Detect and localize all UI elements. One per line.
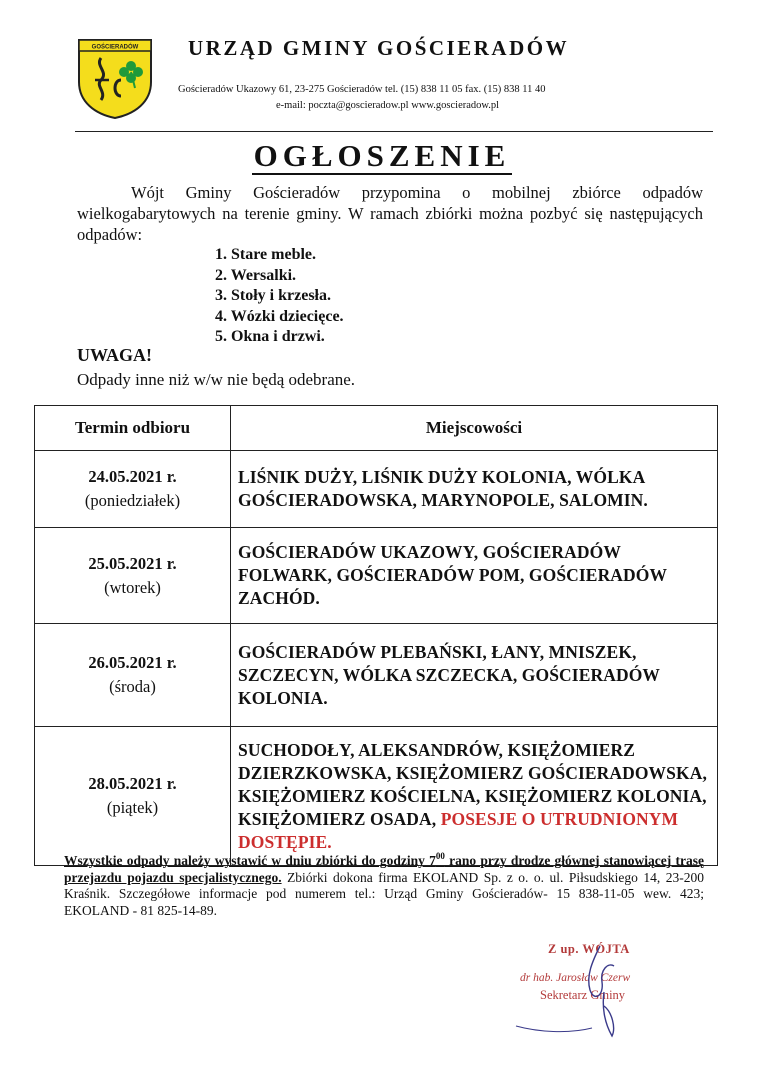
places-text: GOŚCIERADÓW UKAZOWY, GOŚCIERADÓW FOLWARK, GOŚCIERADÓW POM, GOŚCIERADÓW ZACHÓD. <box>238 542 667 608</box>
footer-details: Zbiórki dokona firma EKOLAND Sp. z o. o. ul. Piłsudskiego 14, 23-200 Kraśnik. Szczegółowe informacje pod numerem tel.: Urząd Gminy Gościeradów- 15 838-11-05 wew. 423; EKOLAND - 81 825-14-89. <box>64 869 704 918</box>
municipality-crest-logo <box>75 36 155 120</box>
column-header-date: Termin odbioru <box>35 406 231 451</box>
date-cell <box>35 451 231 528</box>
list-item: 5. Okna i drzwi. <box>215 328 325 345</box>
pickup-date: 28.05.2021 r. <box>88 774 177 793</box>
list-item: 2. Wersalki. <box>215 266 297 284</box>
date-cell <box>35 727 231 866</box>
table-row <box>35 727 718 866</box>
places-cell <box>231 624 718 727</box>
pickup-weekday: (piątek) <box>106 798 159 817</box>
places-text: GOŚCIERADÓW PLEBAŃSKI, ŁANY, MNISZEK, SZCZECYN, WÓLKA SZCZECKA, GOŚCIERADÓW KOLONIA. <box>238 641 660 708</box>
table-row <box>35 451 718 528</box>
footer-emph-before: Wszystkie odpady należy wystawić w dniu zbiórki do godziny 7 <box>64 853 436 868</box>
list-item: 1. Stare meble. <box>215 246 317 263</box>
signature-name: dr hab. Jarosław Czerw <box>520 972 631 984</box>
places-cell <box>231 727 718 866</box>
date-cell <box>35 624 231 727</box>
footer-emph-after: rano przy drodze głównej stanowiącej trasę przejazdu pojazdu specjalistycznego. <box>64 853 704 885</box>
header-divider <box>75 131 713 132</box>
places-text: LIŚNIK DUŻY, LIŚNIK DUŻY KOLONIA, WÓLKA GOŚCIERADOWSKA, MARYNOPOLE, SALOMIN. <box>238 467 648 510</box>
pickup-date: 24.05.2021 r. <box>88 467 177 486</box>
table-header-row <box>35 406 718 451</box>
places-text: SUCHODOŁY, ALEKSANDRÓW, KSIĘŻOMIERZ DZIERZKOWSKA, KSIĘŻOMIERZ GOŚCIERADOWSKA, KSIĘŻOMIERZ KOŚCIELNA, KSIĘŻOMIERZ KOLONIA, KSIĘŻOMIERZ OSADA, <box>238 739 707 829</box>
pickup-weekday: (wtorek) <box>104 577 161 597</box>
pickup-weekday: (środa) <box>109 677 156 696</box>
column-header-places: Miejscowości <box>231 406 718 451</box>
announcement-title-text: OGŁOSZENIE <box>253 138 511 173</box>
table-row <box>35 624 718 727</box>
announcement-intro: Wójt Gminy Gościeradów przypomina o mobilnej zbiórce odpadów wielkogabarytowych na terenie gminy. W ramach zbiórki można pozbyć się następujących odpadów: <box>77 183 703 244</box>
footer-note <box>64 853 704 919</box>
places-cell <box>231 451 718 528</box>
pickup-date: 26.05.2021 r. <box>88 653 177 672</box>
pickup-date: 25.05.2021 r. <box>88 553 177 573</box>
list-item: 3. Stoły i krzesła. <box>215 287 331 304</box>
footer-time-sup: 00 <box>435 851 445 861</box>
list-item: 4. Wózki dziecięce. <box>215 307 344 325</box>
office-contact: e-mail: poczta@goscieradow.pl www.goscieradow.pl <box>276 100 500 111</box>
signature-authority: Z up. WÓJTA <box>548 942 630 956</box>
table-row <box>35 528 718 624</box>
signature-role: Sekretarz Gminy <box>540 988 626 1002</box>
handwritten-signature <box>508 942 688 1042</box>
waste-items-list <box>215 245 344 348</box>
pickup-weekday: (poniedziałek) <box>84 491 181 510</box>
office-address: Gościeradów Ukazowy 61, 23-275 Gościeradów tel. (15) 838 11 05 fax. (15) 838 11 40 <box>178 84 546 95</box>
office-name: URZĄD GMINY GOŚCIERADÓW <box>188 36 570 60</box>
places-cell <box>231 528 718 624</box>
announcement-title <box>0 138 764 174</box>
warning-title: UWAGA! <box>77 345 152 365</box>
signature-block <box>508 942 688 1042</box>
restricted-access-note: POSESJE O UTRUDNIONYM DOSTĘPIE. <box>238 808 679 852</box>
date-cell <box>35 528 231 624</box>
collection-schedule-table <box>34 405 718 866</box>
warning-text: Odpady inne niż w/w nie będą odebrane. <box>77 370 356 389</box>
crest-text: GOŚCIERADÓW <box>91 44 139 51</box>
